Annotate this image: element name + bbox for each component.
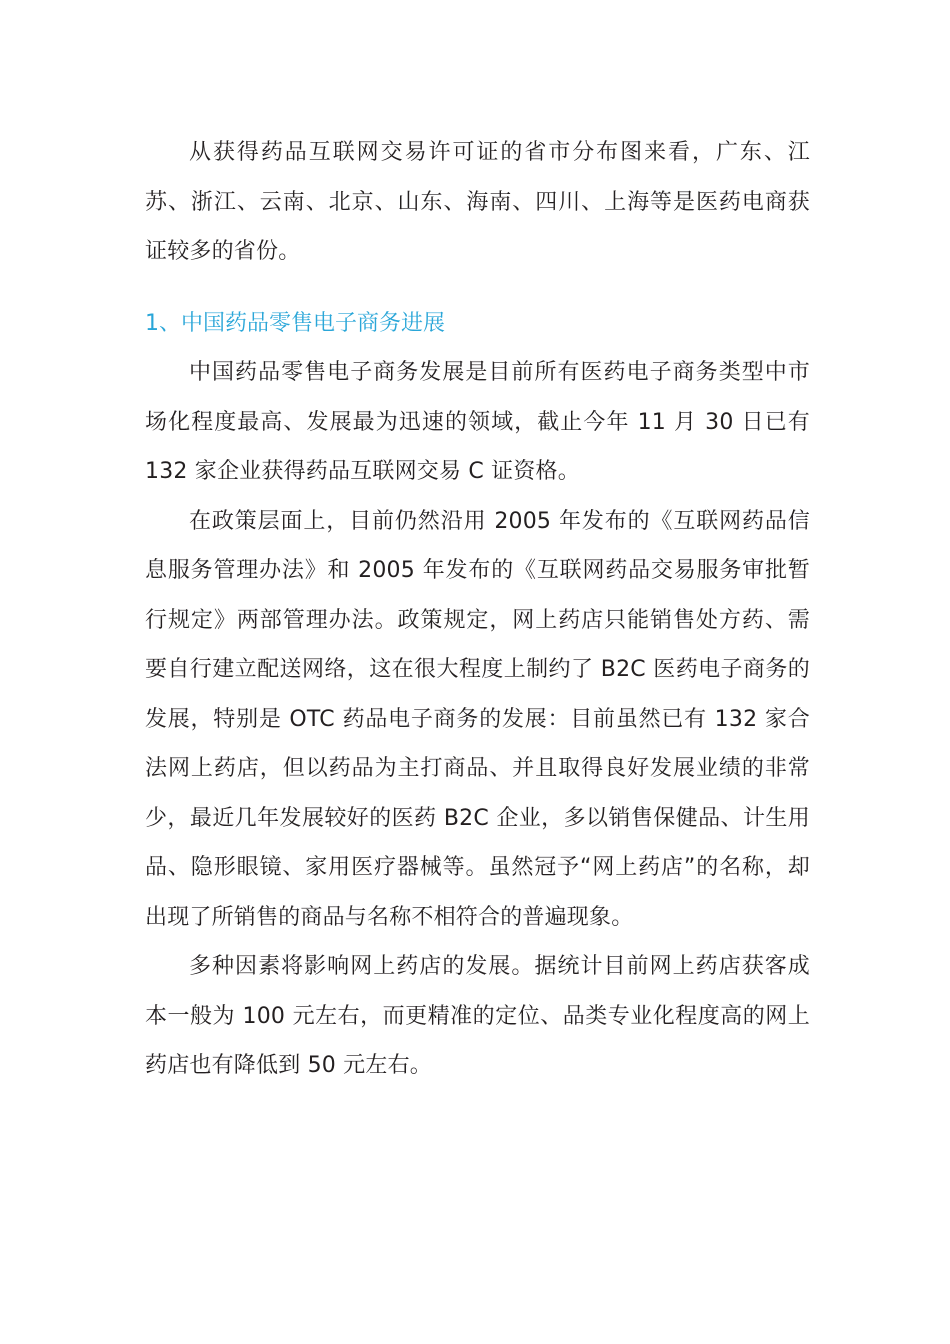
document-page	[145, 128, 810, 1091]
section-heading: 1、中国药品零售电子商务进展	[145, 310, 445, 336]
intro-paragraph: 从获得药品互联网交易许可证的省市分布图来看，广东、江苏、浙江、云南、北京、山东、海南、四川、上海等是医药电商获证较多的省份。	[145, 140, 810, 264]
body-paragraph-2: 在政策层面上，目前仍然沿用 2005 年发布的《互联网药品信息服务管理办法》和 2005 年发布的《互联网药品交易服务审批暂行规定》两部管理办法。政策规定，网上药店只能销售处方药、需要自行建立配送网络，这在很大程度上制约了 B2C 医药电子商务的发展，特别是 OTC 药品电子商务的发展：目前虽然已有 132 家合法网上药店，但以药品为主打商品、并且取得良好发展业绩的非常少，最近几年发展较好的医药 B2C 企业，多以销售保健品、计生用品、隐形眼镜、家用医疗器械等。虽然冠予“网上药店”的名称，却出现了所销售的商品与名称不相符合的普遍现象。	[145, 508, 810, 930]
body-paragraph-1: 中国药品零售电子商务发展是目前所有医药电子商务类型中市场化程度最高、发展最为迅速的领域，截止今年 11 月 30 日已有 132 家企业获得药品互联网交易 C 证资格。	[145, 360, 810, 484]
body-paragraph-3: 多种因素将影响网上药店的发展。据统计目前网上药店获客成本一般为 100 元左右，而更精准的定位、品类专业化程度高的网上药店也有降低到 50 元左右。	[145, 954, 810, 1078]
spacer	[145, 277, 810, 299]
